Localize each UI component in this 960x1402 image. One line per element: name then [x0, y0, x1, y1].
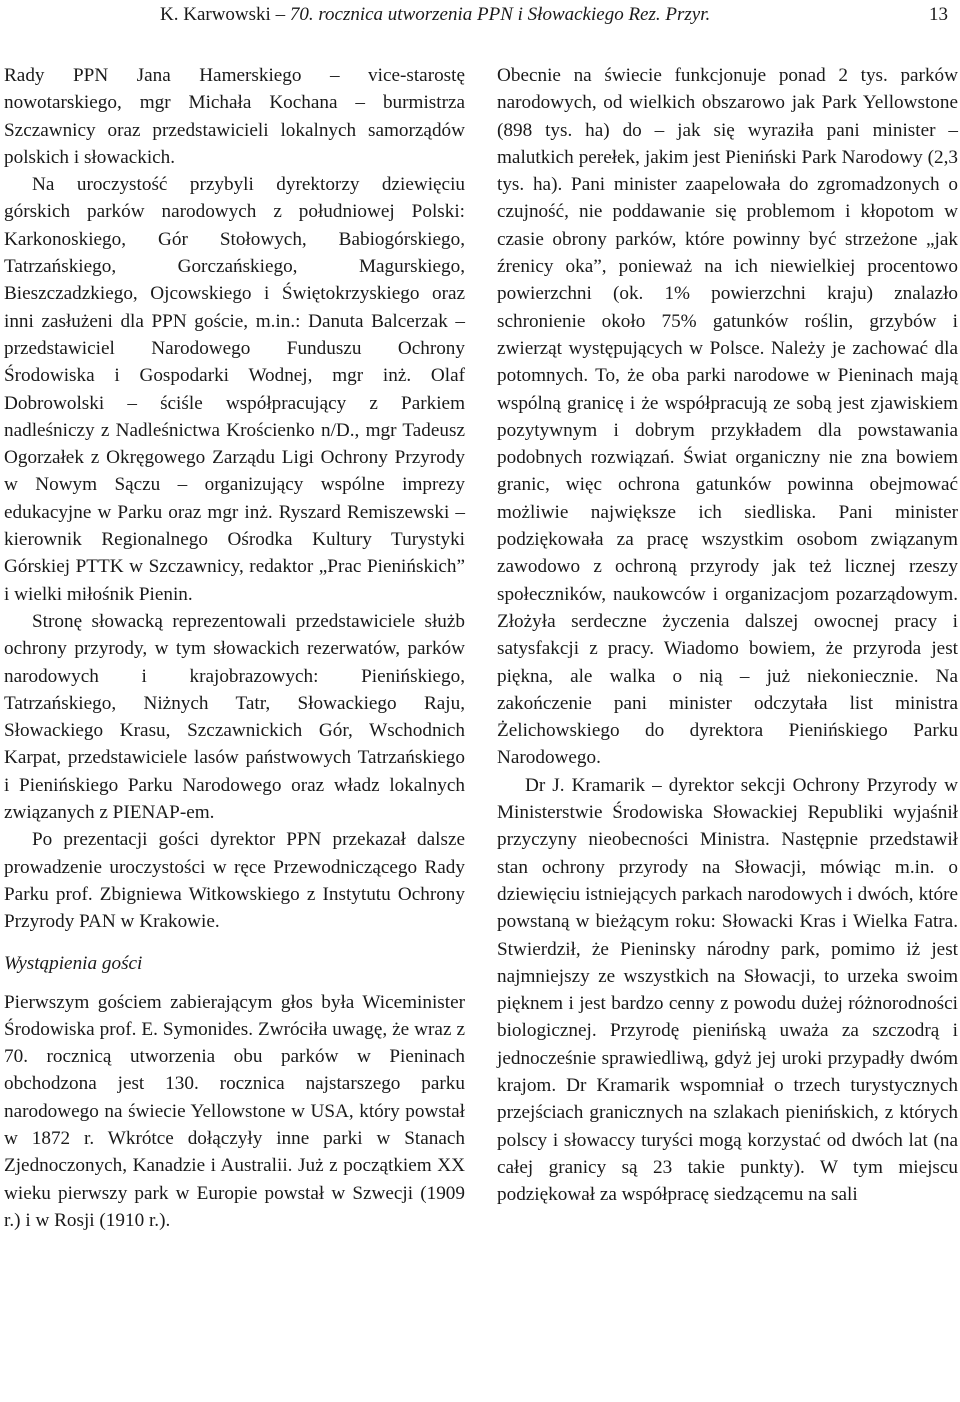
paragraph-continued: Rady PPN Jana Hamerskiego – vice-starostę nowotarskiego, mgr Michała Kochana – burmistrza Szczawnicy oraz przedstawicieli lokalnych samorządów polskich i słowackich.: [4, 65, 465, 168]
running-head-title: [160, 2, 710, 28]
paragraph-presentation: Po prezentacji gości dyrektor PPN przekazał dalsze prowadzenie uroczystości w ręce Przewodniczącego Rady Parku prof. Zbigniewa Witkowskiego z Instytutu Ochrony Przyrody PAN w Krakowie.: [4, 829, 465, 933]
section-heading: Wystąpienia gości: [4, 952, 143, 974]
right-column: [497, 62, 958, 1208]
running-head-journal: 70. rocznica utworzenia PPN i Słowackiego Rez. Przyr.: [289, 4, 711, 25]
left-column: [4, 62, 465, 1234]
running-head-dash: –: [270, 4, 290, 25]
running-head-author: K. Karwowski: [160, 4, 271, 25]
page-number: 13: [929, 4, 948, 25]
running-head: [0, 2, 960, 30]
paragraph-first-guest: Pierwszym gościem zabierającym głos była Wiceminister Środowiska prof. E. Symonides. Zwróciła uwagę, że wraz z 70. rocznicą utworzenia obu parków w Pieninach obchodzona jest 130. rocznica najstarszego parku narodowego na świecie Yellowstone w USA, który powstał w 1872 r. Wkrótce dołączyły inne parki w Stanach Zjednoczonych, Kanadzie i Australii. Już z początkiem XX wieku pierwszy park w Europie powstał w Szwecji (1909 r.) i w Rosji (1910 r.).: [4, 991, 465, 1231]
paragraph-slovak-side: Stronę słowacką reprezentowali przedstawiciele służb ochrony przyrody, w tym słowackich rezerwatów, parków narodowych i krajobrazowych: Pienińskiego, Tatrzańskiego, Niżnych Tatr, Słowackiego Raju, Słowackiego Krasu, Szczawnickich Gór, Wschodnich Karpat, przedstawiciele lasów państwowych Tatrzańskiego i Pienińskiego Parku Narodowego oraz władz lokalnych związanych z PIENAP-em.: [4, 610, 465, 824]
paragraph-minister-speech: Obecnie na świecie funkcjonuje ponad 2 tys. parków narodowych, od wielkich obszarowo jak Park Yellowstone (898 tys. ha) do – jak się wyraziła pani minister – malutkich perełek, jakim jest Pieniński Park Narodowy (2,3 tys. ha). Pani minister zaapelowała do zgromadzonych o czujność, nie poddawanie się problemom i kłopotom w czasie obrony parków, które powinny być strzeżone „jak źrenicy oka”, ponieważ na ich niewielkiej procentowo powierzchni (ok. 1% powierzchni kraju) znalazło schronienie około 75% gatunków roślin, grzybów i zwierząt występujących w Polsce. Należy je zachować dla potomnych. To, że oba parki narodowe w Pieninach mają wspólną granicę i że współpracują ze sobą jest zjawiskiem pozytywnym i dobrym przykładem dla powstawania podobnych rozwiązań. Świat organiczny nie zna bowiem granic, więc ochrona gatunków powinna obejmować możliwie największe ich siedliska. Pani minister podziękowała za pracę wszystkim osobom związanym zawodowo z ochroną przyrody jak też licznej rzeszy społeczników, naukowców i organizacjom pozarządowym. Złożyła serdeczne życzenia dalszej owocnej pracy i satysfakcji z pracy. Wiadomo bowiem, że przyroda jest piękna, ale walka o nią – już niekoniecznie. Na zakończenie pani minister odczytała list ministra Żelichowskiego do dyrektora Pienińskiego Parku Narodowego.: [497, 65, 958, 769]
paragraph-guests-directors: Na uroczystość przybyli dyrektorzy dziewięciu górskich parków narodowych z południowej Polski: Karkonoskiego, Gór Stołowych, Babiogórskiego, Tatrzańskiego, Gorczańskiego, Magurskiego, Bieszczadzkiego, Ojcowskiego i Świętokrzyskiego oraz inni zasłużeni dla PPN goście, m.in.: Danuta Balcerzak – przedstawiciel Narodowego Funduszu Ochrony Środowiska i Gospodarki Wodnej, mgr inż. Olaf Dobrowolski – ściśle współpracujący z Parkiem nadleśniczy z Nadleśnictwa Krościenko n/D., mgr Tadeusz Ogorzałek z Okręgowego Zarządu Ligi Ochrony Przyrody w Nowym Sączu – organizujący wspólne imprezy edukacyjne w Parku oraz mgr inż. Ryszard Remiszewski – kierownik Regionalnego Ośrodka Kultury Turystyki Górskiej PTTK w Szczawnicy, redaktor „Prac Pienińskich” i wielki miłośnik Pienin.: [4, 174, 465, 605]
paragraph-kramarik: Dr J. Kramarik – dyrektor sekcji Ochrony Przyrody w Ministerstwie Środowiska Słowackiej Republiki wyjaśnił przyczyny nieobecności Ministra. Następnie przedstawił stan ochrony przyrody na Słowacji, mówiąc m.in. o dziewięciu istniejących parkach narodowych i dwóch, które powstaną w bieżącym roku: Słowacki Kras i Wielka Fatra. Stwierdził, że Pieninsky národny park, pomimo iż jest najmniejszy ze wszystkich na Słowacji, to urzeka swoim pięknem i jest bardzo cenny z powodu dużej różnorodności biologicznej. Przyrodę pienińską uważa za szczodrą i jednocześnie sprawiedliwą, gdyż jej uroki przypadły dwóm krajom. Dr Kramarik wspomniał o trzech turystycznych przejściach granicznych na szlakach pienińskich, z których polscy i słowaccy turyści mogą korzystać od dwóch lat (na całej granicy są 23 takie punkty). W tym miejscu podziękował za współpracę siedzącemu na sali: [497, 774, 958, 1206]
